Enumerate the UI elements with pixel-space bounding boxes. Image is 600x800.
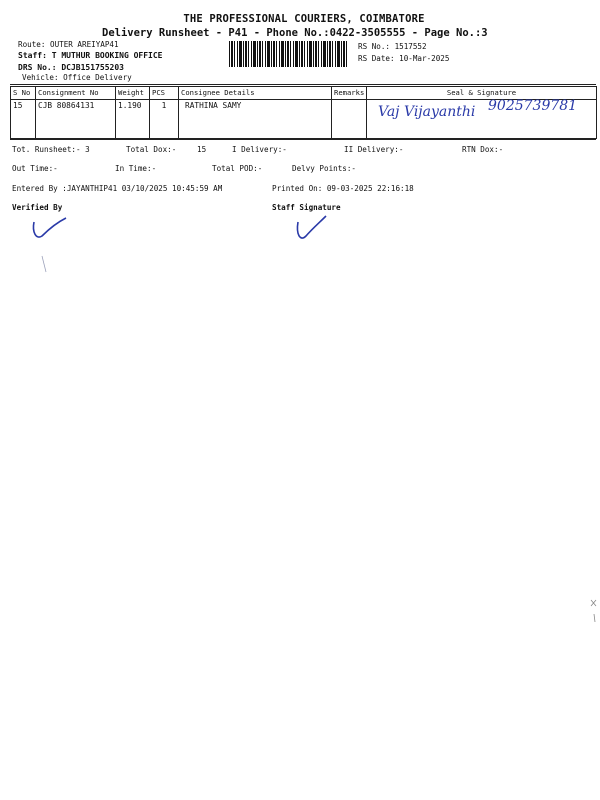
drs-number: DRS No.: DCJB151755203 bbox=[18, 63, 124, 72]
staff-signature-mark bbox=[292, 214, 332, 244]
margin-mark bbox=[590, 598, 598, 624]
col-header-pcs: PCS bbox=[150, 87, 179, 100]
verified-by-label: Verified By bbox=[12, 203, 63, 212]
out-time: Out Time:- bbox=[12, 164, 58, 173]
rtn-dox: RTN Dox:- bbox=[462, 145, 504, 154]
entered-by: Entered By :JAYANTHIP41 03/10/2025 10:45:59 AM bbox=[12, 184, 223, 193]
tot-runsheet: Tot. Runsheet:- 3 bbox=[12, 145, 90, 154]
i-delivery: I Delivery:- bbox=[232, 145, 287, 154]
total-dox-value: 15 bbox=[197, 145, 207, 154]
table-top-rule bbox=[10, 84, 596, 85]
cell-remarks bbox=[332, 100, 367, 139]
staff-signature-label: Staff Signature bbox=[272, 203, 341, 212]
cell-consignee: RATHINA SAMY bbox=[179, 100, 332, 139]
col-header-consignment: Consignment No bbox=[36, 87, 116, 100]
page-title: THE PROFESSIONAL COURIERS, COIMBATORE bbox=[183, 13, 425, 25]
handwritten-phone: 9025739781 bbox=[488, 98, 578, 114]
col-header-consignee: Consignee Details bbox=[179, 87, 332, 100]
total-dox-label: Total Dox:- bbox=[126, 145, 177, 154]
col-header-weight: Weight bbox=[116, 87, 150, 100]
handwritten-signature: Vaj Vijayanthi bbox=[378, 104, 476, 120]
cell-consignment: CJB 80864131 bbox=[36, 100, 116, 139]
col-header-remarks: Remarks bbox=[332, 87, 367, 100]
cell-sno: 15 bbox=[11, 100, 36, 139]
col-header-signature: Seal & Signature bbox=[367, 87, 597, 100]
page-subtitle: Delivery Runsheet - P41 - Phone No.:0422-3505555 - Page No.:3 bbox=[102, 27, 488, 39]
col-header-sno: S No bbox=[11, 87, 36, 100]
delvy-points: Delvy Points:- bbox=[292, 164, 357, 173]
rs-number: RS No.: 1517552 bbox=[358, 42, 427, 51]
verified-signature-mark bbox=[26, 214, 76, 276]
staff-text: Staff: T MUTHUR BOOKING OFFICE bbox=[18, 51, 163, 60]
vehicle-text: Vehicle: Office Delivery bbox=[22, 73, 132, 82]
total-pod: Total POD:- bbox=[212, 164, 263, 173]
cell-weight: 1.190 bbox=[116, 100, 150, 139]
table-bottom-rule bbox=[10, 139, 596, 140]
in-time: In Time:- bbox=[115, 164, 157, 173]
printed-on: Printed On: 09-03-2025 22:16:18 bbox=[272, 184, 414, 193]
cell-pcs: 1 bbox=[150, 100, 179, 139]
barcode bbox=[229, 41, 349, 67]
rs-date: RS Date: 10-Mar-2025 bbox=[358, 54, 450, 63]
ii-delivery: II Delivery:- bbox=[344, 145, 404, 154]
route-text: Route: OUTER AREIYAP41 bbox=[18, 40, 119, 49]
